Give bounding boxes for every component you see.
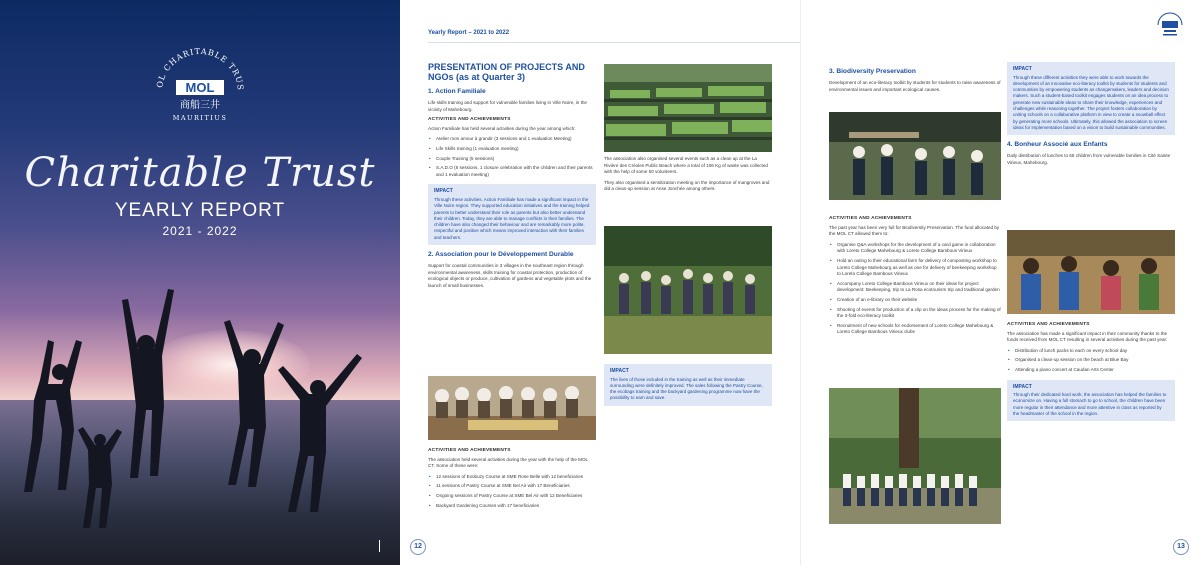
left-bottom-text bbox=[428, 444, 596, 513]
cover-report-title: YEARLY REPORT bbox=[114, 200, 286, 221]
s2-activities-intro: The association held several activities during the year with the help of the MOL CT. Some of these were: bbox=[428, 456, 588, 469]
s3-intro: Development of an eco-literacy toolkit by students for students to raise awareness of environmental issues and important ecological causes. bbox=[829, 80, 1001, 92]
cover-years: 2021 - 2022 bbox=[162, 224, 238, 238]
list-item: • Ongoing sessions of Pastry Course at SME Bel Air with 12 Beneficiaries bbox=[428, 493, 596, 500]
list-item: • Couple Training (5 sessions) bbox=[428, 156, 596, 163]
running-header: Yearly Report – 2021 to 2022 bbox=[428, 30, 510, 36]
s3-activities-heading: ACTIVITIES AND ACHIEVEMENTS bbox=[829, 216, 912, 221]
logo-country: MAURITIUS bbox=[172, 114, 228, 122]
page-12 bbox=[400, 0, 800, 565]
list-item: • Creation of an e-library on their website bbox=[829, 297, 1001, 304]
impact-title: IMPACT bbox=[1013, 383, 1032, 390]
mid-impact-wrap bbox=[604, 358, 772, 412]
impact-title: IMPACT bbox=[434, 188, 453, 195]
list-item: • Shooting of events for production of a clip on the ideas process for the making of the 3-fold eco-literacy toolkit bbox=[829, 307, 1001, 320]
jumping-people-silhouettes bbox=[0, 260, 400, 565]
list-item: • Attending a piano concert at Caudan Arts Center bbox=[1007, 367, 1175, 374]
list-item: • Organise Q&A workshops for the development of a card game in collaboration with Loreto College Mahebourg & Loreto College Bambous Virieux bbox=[829, 242, 1001, 255]
photo-school-group bbox=[829, 388, 1001, 524]
list-item: • 11 sessions of Pastry Course at SME Bel Air with 17 Beneficiaries bbox=[428, 483, 596, 490]
page-number-12: 12 bbox=[410, 539, 426, 555]
photo-pastry-course bbox=[428, 376, 596, 440]
list-item: • S.A.D.O (8 sessions, 1 closure celebration with the children and their parents and 1 evaluation meeting) bbox=[428, 165, 596, 178]
s4-activities-heading: ACTIVITIES AND ACHIEVEMENTS bbox=[1007, 322, 1090, 327]
s1-impact-box bbox=[428, 184, 596, 245]
s1-activities-intro: Action Familiale has held several activities during the year among which: bbox=[428, 125, 576, 131]
s1-intro: Life skills training and support for vulnerable families living in Ville Noire, in the vicinity of Mahebourg. bbox=[428, 100, 587, 112]
mol-logo bbox=[150, 48, 250, 130]
s1-title: 1. Action Familiale bbox=[428, 88, 486, 95]
right-text-column-2 bbox=[1007, 62, 1175, 170]
mol-mini-logo bbox=[1154, 10, 1186, 40]
list-item: • Accompany Loreto College Bambous Virieux on their ideas for project development: Beekeeping, trip to La Rosa ecotourism trip and traditional garden bbox=[829, 281, 1001, 294]
logo-arc-text: OL CHARITABLE TRUS bbox=[155, 48, 246, 92]
s4-details bbox=[1007, 318, 1175, 427]
impact-text: The lives of those included in the training as well as their immediate surrounding were definitely improved. The sales following the Pastry Course, the ecobags training and the backyard gardening programme now have the possibility to earn and save. bbox=[610, 376, 763, 401]
s3-impact-box bbox=[1007, 62, 1175, 135]
page-13 bbox=[800, 0, 1200, 565]
s2-activities-list bbox=[428, 474, 596, 509]
list-item: • 12 sessions of Exobuzy Course at SME Rose Belle with 12 beneficiaries bbox=[428, 474, 596, 481]
section-title: PRESENTATION OF PROJECTS AND NGOs (as at Quarter 3) bbox=[428, 62, 585, 82]
right-text-column-1 bbox=[829, 64, 1001, 97]
s4-impact-box bbox=[1007, 380, 1175, 422]
impact-title: IMPACT bbox=[610, 368, 629, 374]
s1-activities-heading: ACTIVITIES AND ACHIEVEMENTS bbox=[428, 117, 511, 123]
cover-script-title: Charitable Trust bbox=[24, 150, 376, 196]
list-item: • Organised a clean-up session on the beach at Blue Bay bbox=[1007, 357, 1175, 364]
s4-intro: Daily distribution of lunches to 65 children from vulnerable families in Cité Sainte Virieux, Mahebourg. bbox=[1007, 153, 1171, 165]
list-item: • Atelier mon amour à grandir (3 sessions and 1 evaluation Meeting) bbox=[428, 136, 596, 143]
impact-title: IMPACT bbox=[1013, 66, 1032, 72]
s3-activities-list bbox=[829, 242, 1001, 336]
impact-text: Through these activities, Action Familiale has made a significant impact in the Ville Noire region. They supported education initiatives and the training helped parents to better understand their role as parents but also better understand their children. Today, they are able to manage conflicts in their families. The children have also changed their behaviour and are remarkably more polite, respectful and positive which means improved interaction with their families and teachers. bbox=[434, 196, 590, 240]
left-text-column bbox=[428, 62, 596, 293]
impact-text: Through their dedicated hard work, the association has helped the families to economize on. Having a full stomach to go to school, the children have been more regular in their attendance and more attentive in class as reported by the headmaster of the school in the region. bbox=[1013, 392, 1167, 417]
list-item: • Life Skills training (1 evaluation meeting) bbox=[428, 146, 596, 153]
mid-para-2: They also organised a sensitization meeting on the importance of mangroves and did a clean-up session at Anse Jonchée among others. bbox=[604, 179, 770, 192]
s4-title: 4. Bonheur Associé aux Enfants bbox=[1007, 141, 1108, 149]
list-item: • Hold an outing to their educational farm for delivery of composting workshop to Loreto College Mahebourg as well as one for delivery of beekeeping workshop to Loreto College Bambous Virieux bbox=[829, 258, 1001, 278]
s3-activities-intro: The past year has been very full for Biodiversity Preservation. The fund allocated by the MOL CT allowed them to: bbox=[829, 224, 1000, 237]
s3-activities bbox=[829, 212, 1001, 340]
mol-logo-graphic bbox=[150, 48, 250, 130]
photo-workshop bbox=[829, 112, 1001, 200]
s1-activities-list bbox=[428, 136, 596, 178]
page-number-13: 13 bbox=[1173, 539, 1189, 555]
logo-mark: MOL bbox=[185, 80, 215, 95]
logo-chinese: 商船三井 bbox=[180, 100, 220, 111]
list-item: • Recruitment of new schools for endorsement of Loreto College Mahebourg & Loreto College Bambous Virieux clubs bbox=[829, 323, 1001, 336]
mid-para-1: The association also organised several events such as a clean up at the La Rivière des Créoles Public Beach where a total of 106 Kg of waste was collected with the help of some 50 volunteers. bbox=[604, 156, 768, 175]
s2-intro: Support for coastal communities in 3 villages in the southeast region through environmental awareness, skills training for coastal protection, production of ecological objects or produce, cultivation of gardens and vegetable plots and the launch of small businesses. bbox=[428, 263, 592, 288]
mid-text bbox=[604, 156, 772, 197]
s2-activities-heading: ACTIVITIES AND ACHIEVEMENTS bbox=[428, 448, 511, 453]
s2-title: 2. Association pour le Développement Durable bbox=[428, 251, 574, 259]
photo-plant-nursery bbox=[604, 64, 772, 152]
photo-group-outdoor bbox=[604, 226, 772, 354]
mid-impact-box bbox=[604, 364, 772, 406]
s4-activities-list bbox=[1007, 348, 1175, 374]
impact-text: Through these different activities they were able to work towards the development of an innovative eco-literacy toolkit by students for students and communities by empowering students as changemakers, leaders and decision makers. Such a student-based toolkit engages students on an idea process to generate new sustainable ideas to share their knowledge, experiences and challenges while reasoning together. The project fosters collaboration by uniting schools on a collaborative platform in view to create a snowball effect by generating more schools. Ultimately, this allowed the association to screen ideas for implementation based on a vision to build sustainable communities. bbox=[1013, 74, 1169, 130]
list-item: • Distribution of lunch packs to each on every school day bbox=[1007, 348, 1175, 355]
list-item: • Backyard Gardening Courses with 17 beneficiaries bbox=[428, 503, 596, 510]
s3-title: 3. Biodiversity Preservation bbox=[829, 68, 916, 75]
cover-page bbox=[0, 0, 400, 565]
cover-page-marker bbox=[379, 540, 380, 552]
photo-children-lunch bbox=[1007, 230, 1175, 314]
s4-activities-intro: The association has made a significant impact in their community thanks to the funds received from MOL CT resulting in several activities during the past year: bbox=[1007, 330, 1168, 343]
